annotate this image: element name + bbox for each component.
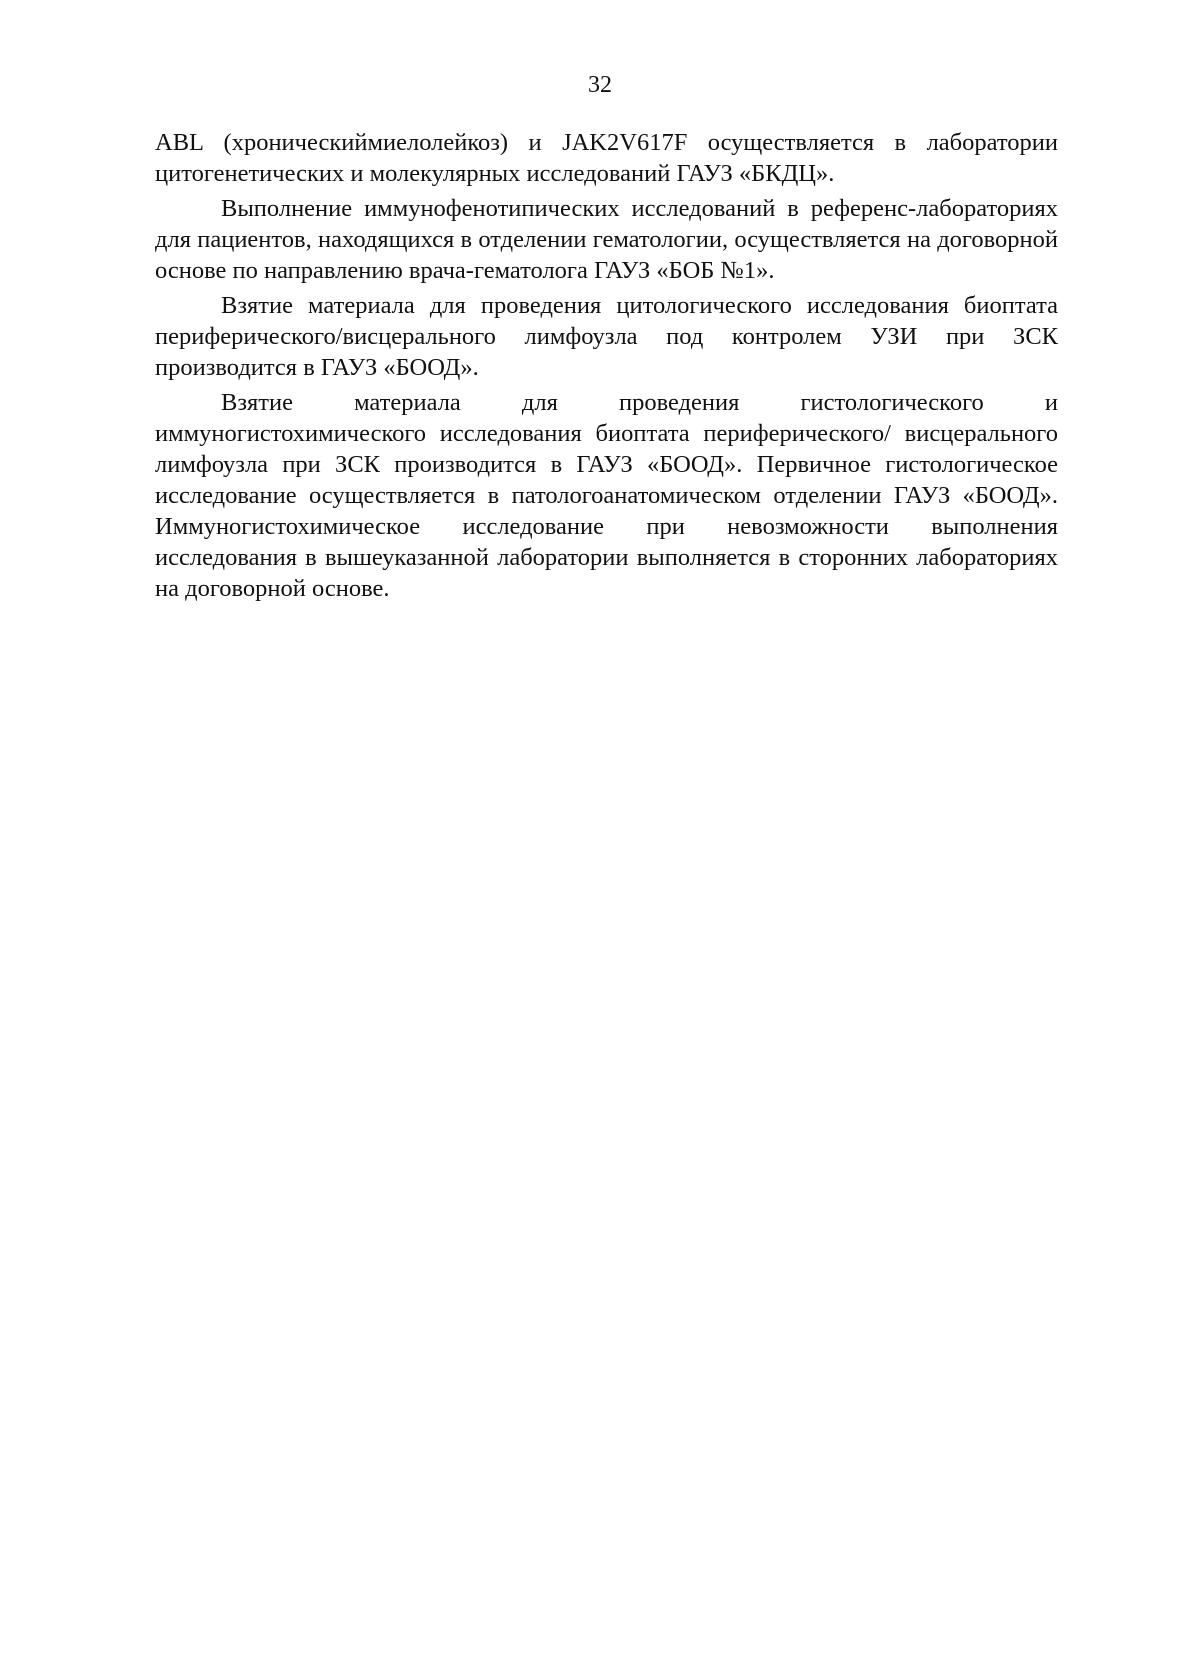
page-number: 32 <box>588 72 612 98</box>
document-body <box>155 127 1058 604</box>
paragraph-histology: Взятие материала для проведения гистологического и иммуногистохимического исследования биоптата периферического/ висцерального лимфоузла при ЗСК производится в ГАУЗ «БООД». Первичное гистологическое исследование осуществляется в патологоанатомическом отделении ГАУЗ «БООД». Иммуногистохимическое исследование при невозможности выполнения исследования в вышеуказанной лаборатории выполняется в сторонних лабораториях на договорной основе. <box>155 389 1058 602</box>
paragraph-immunophenotyping: Выполнение иммунофенотипических исследований в референс-лабораториях для пациентов, находящихся в отделении гематологии, осуществляется на договорной основе по направлению врача-гематолога ГАУЗ «БОБ №1». <box>155 195 1058 284</box>
paragraph-continued: ABL (хроническиймиелолейкоз) и JAK2V617F осуществляется в лаборатории цитогенетических и молекулярных исследований ГАУЗ «БКДЦ». <box>155 129 1058 187</box>
paragraph-cytology: Взятие материала для проведения цитологического исследования биоптата периферического/висцерального лимфоузла под контролем УЗИ при ЗСК производится в ГАУЗ «БООД». <box>155 292 1058 381</box>
